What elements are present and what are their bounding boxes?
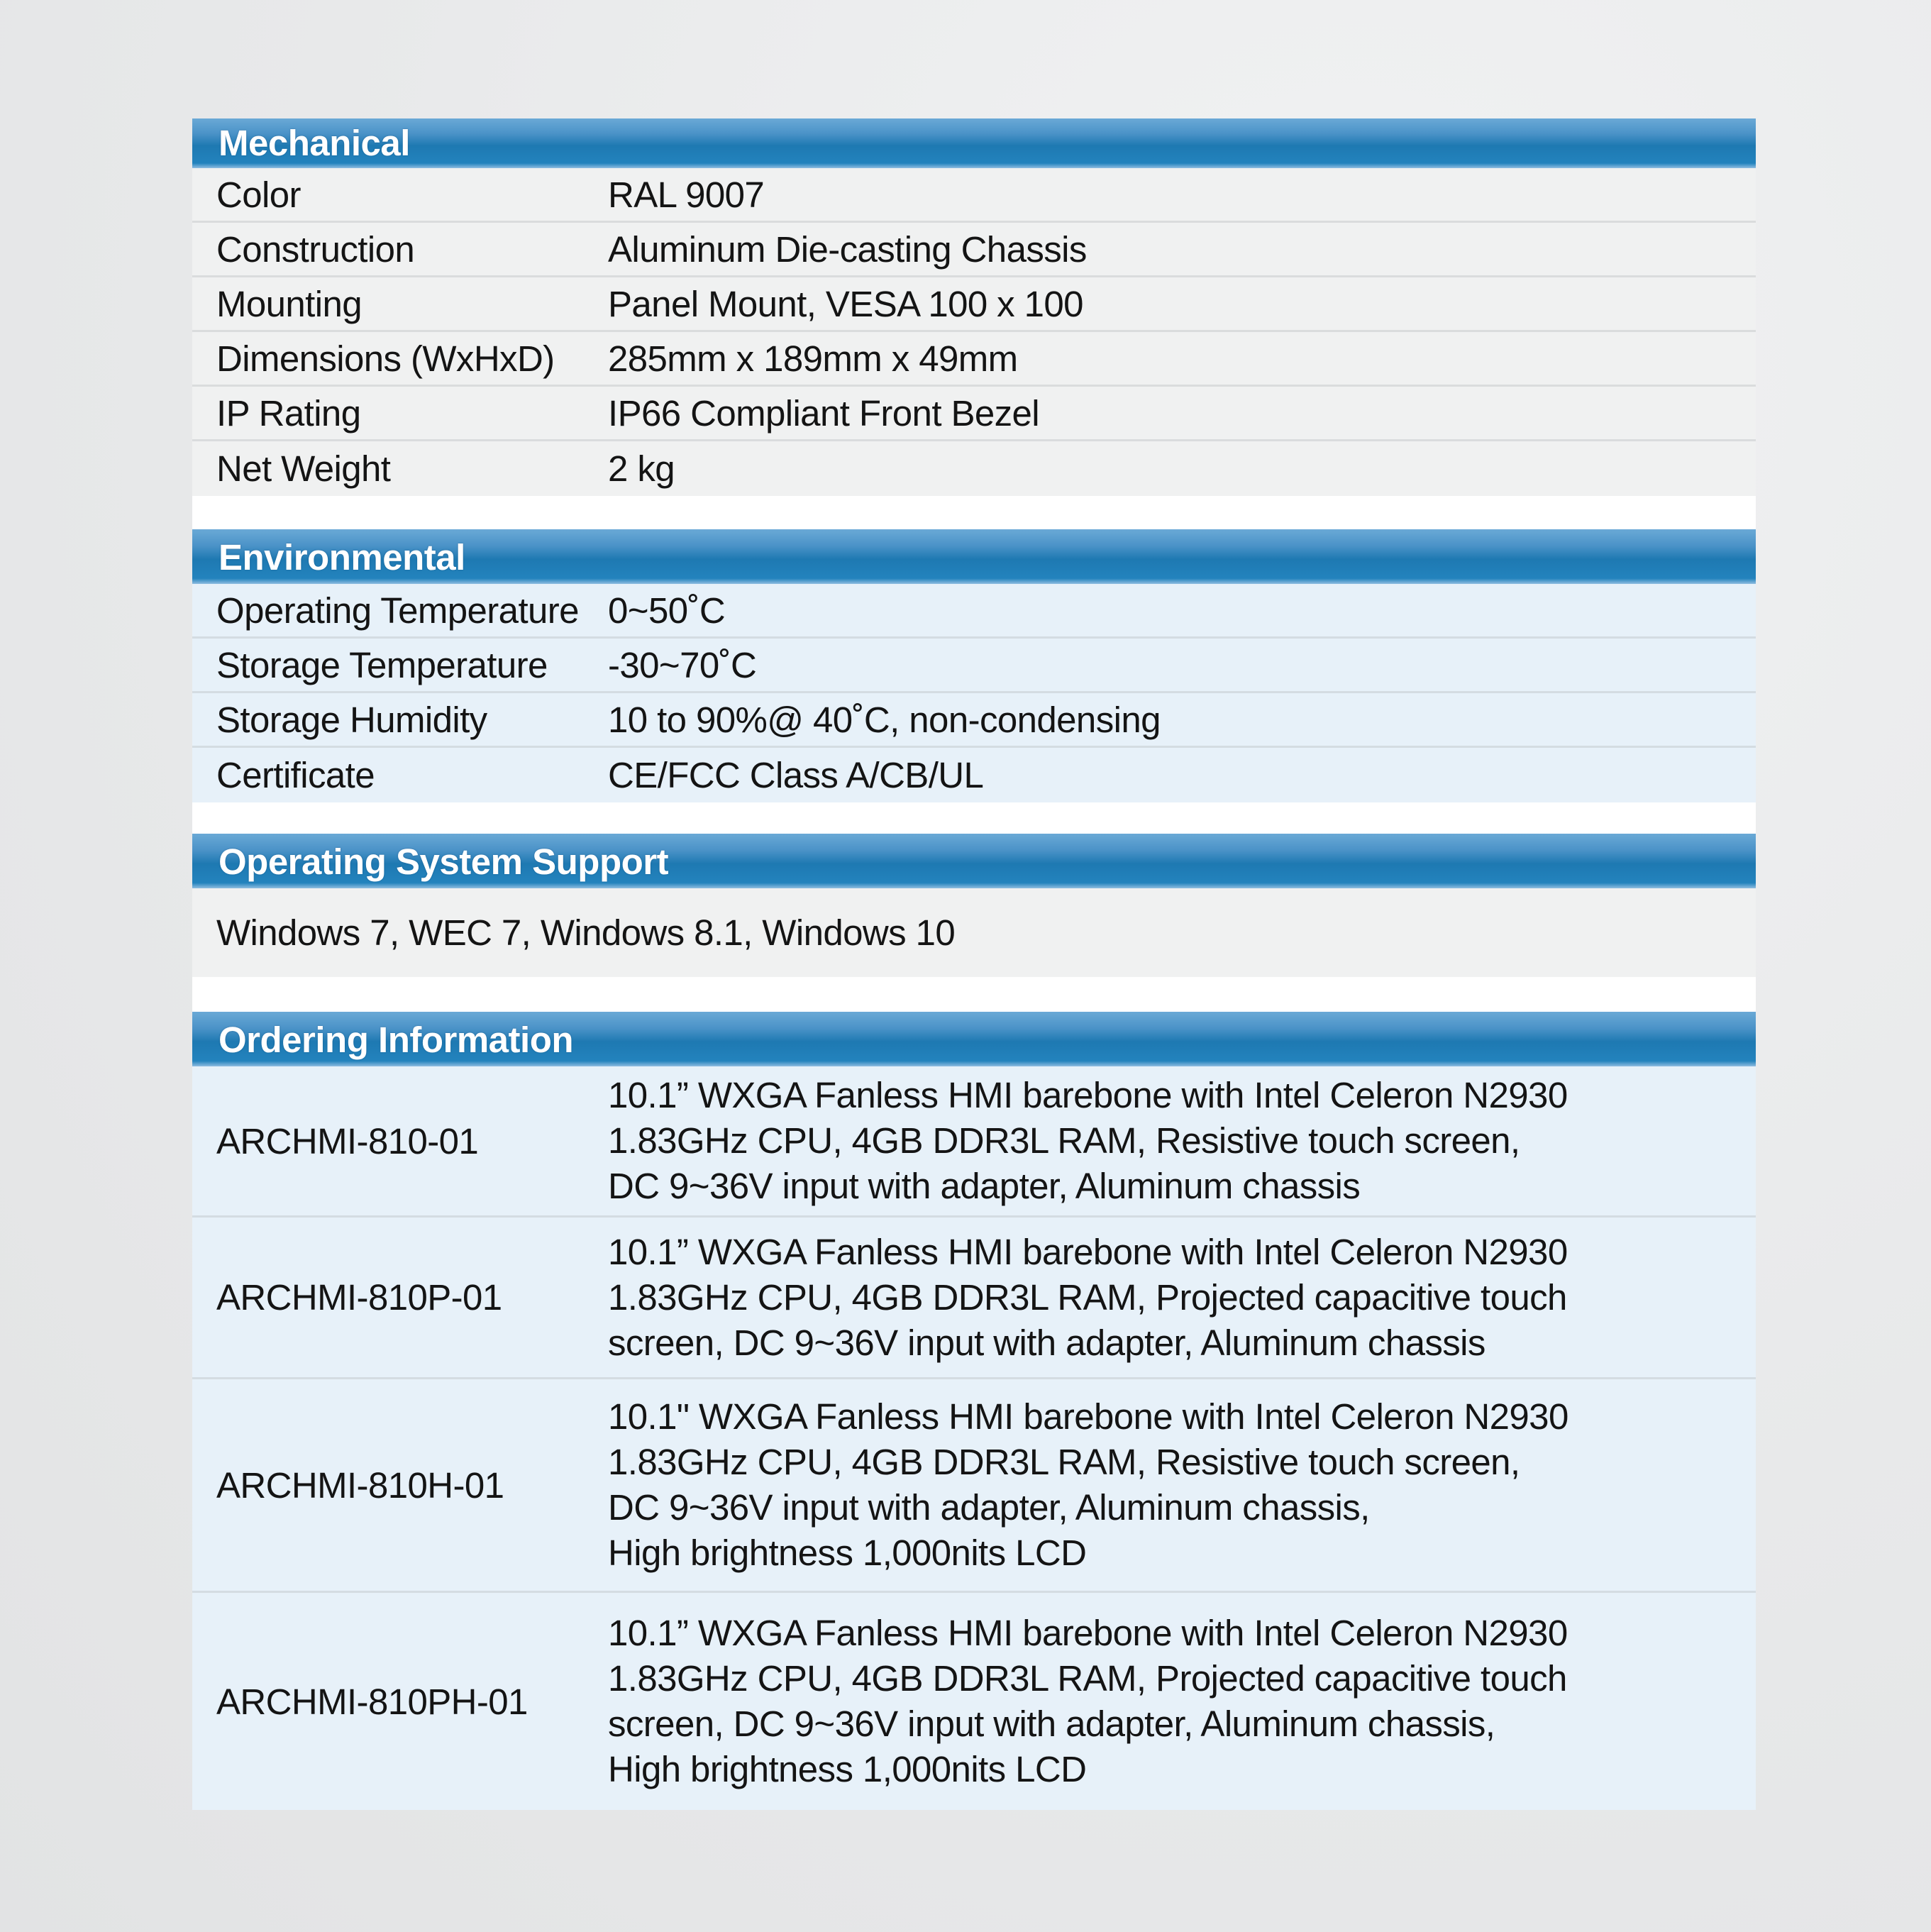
description-line: 10.1" WXGA Fanless HMI barebone with Intel Celeron N2930 [608, 1396, 1568, 1437]
section-mechanical [192, 118, 1756, 496]
description-line: 10.1” WXGA Fanless HMI barebone with Intel Celeron N2930 [608, 1231, 1568, 1272]
spec-label: Net Weight [216, 448, 391, 489]
description-line: High brightness 1,000nits LCD [608, 1533, 1087, 1573]
spec-row-ip-rating [192, 387, 1756, 441]
spec-row-mounting [192, 277, 1756, 332]
spec-label: Certificate [216, 755, 375, 795]
spec-value: 0~50˚C [608, 590, 726, 631]
order-row [192, 1218, 1756, 1379]
spec-row-construction [192, 223, 1756, 277]
spec-label: Construction [216, 228, 415, 270]
spec-row-net-weight [192, 441, 1756, 496]
section-header-environmental: Environmental [192, 529, 1756, 584]
spec-row-certificate [192, 748, 1756, 802]
spec-row-color [192, 168, 1756, 223]
spec-row-storage-humidity [192, 693, 1756, 748]
spec-value: 285mm x 189mm x 49mm [608, 338, 1018, 379]
spec-label: Mounting [216, 283, 363, 324]
spec-value: -30~70˚C [608, 644, 757, 685]
model-number: ARCHMI-810PH-01 [216, 1681, 528, 1722]
spec-value: 10 to 90%@ 40˚C, non-condensing [608, 699, 1161, 740]
model-description [608, 1611, 1756, 1792]
description-line: DC 9~36V input with adapter, Aluminum chassis [608, 1166, 1361, 1206]
environmental-rows [192, 584, 1756, 802]
model-number: ARCHMI-810P-01 [216, 1277, 502, 1318]
section-spacer [192, 496, 1756, 529]
ordering-rows [192, 1066, 1756, 1810]
section-ordering-information [192, 1012, 1756, 1810]
description-line: screen, DC 9~36V input with adapter, Aluminum chassis, [608, 1704, 1495, 1744]
spec-label: Storage Humidity [216, 699, 487, 740]
section-header-mechanical: Mechanical [192, 118, 1756, 168]
spec-row-operating-temperature [192, 584, 1756, 639]
section-spacer [192, 802, 1756, 834]
spec-label: Storage Temperature [216, 644, 548, 685]
spec-row-dimensions [192, 332, 1756, 387]
section-os-support [192, 834, 1756, 977]
order-row [192, 1379, 1756, 1593]
spec-sheet [192, 118, 1756, 1810]
description-line: 10.1” WXGA Fanless HMI barebone with Intel Celeron N2930 [608, 1075, 1568, 1115]
spec-label: Dimensions (WxHxD) [216, 338, 555, 379]
mechanical-rows [192, 168, 1756, 496]
description-line: High brightness 1,000nits LCD [608, 1749, 1087, 1789]
spec-label: IP Rating [216, 392, 361, 434]
section-header-ordering-information: Ordering Information [192, 1012, 1756, 1066]
model-description [608, 1230, 1756, 1366]
description-line: DC 9~36V input with adapter, Aluminum chassis, [608, 1487, 1370, 1528]
os-support-text: Windows 7, WEC 7, Windows 8.1, Windows 10 [192, 888, 1756, 977]
spec-value: 2 kg [608, 448, 675, 489]
section-environmental [192, 529, 1756, 802]
spec-value: CE/FCC Class A/CB/UL [608, 755, 984, 795]
spec-label: Operating Temperature [216, 590, 579, 631]
spec-value: RAL 9007 [608, 174, 765, 215]
description-line: 10.1” WXGA Fanless HMI barebone with Intel Celeron N2930 [608, 1613, 1568, 1653]
model-number: ARCHMI-810-01 [216, 1120, 479, 1161]
model-description [608, 1073, 1756, 1209]
description-line: 1.83GHz CPU, 4GB DDR3L RAM, Projected capacitive touch [608, 1658, 1567, 1699]
order-row [192, 1066, 1756, 1218]
spec-value: Panel Mount, VESA 100 x 100 [608, 283, 1083, 324]
description-line: screen, DC 9~36V input with adapter, Aluminum chassis [608, 1322, 1485, 1363]
spec-row-storage-temperature [192, 639, 1756, 693]
description-line: 1.83GHz CPU, 4GB DDR3L RAM, Resistive touch screen, [608, 1120, 1520, 1161]
description-line: 1.83GHz CPU, 4GB DDR3L RAM, Resistive touch screen, [608, 1442, 1520, 1482]
spec-value: IP66 Compliant Front Bezel [608, 392, 1040, 434]
order-row [192, 1593, 1756, 1810]
model-description [608, 1394, 1756, 1576]
model-number: ARCHMI-810H-01 [216, 1464, 504, 1506]
spec-label: Color [216, 174, 301, 215]
section-header-os-support: Operating System Support [192, 834, 1756, 888]
section-spacer [192, 977, 1756, 1012]
spec-value: Aluminum Die-casting Chassis [608, 228, 1087, 270]
description-line: 1.83GHz CPU, 4GB DDR3L RAM, Projected capacitive touch [608, 1276, 1567, 1318]
